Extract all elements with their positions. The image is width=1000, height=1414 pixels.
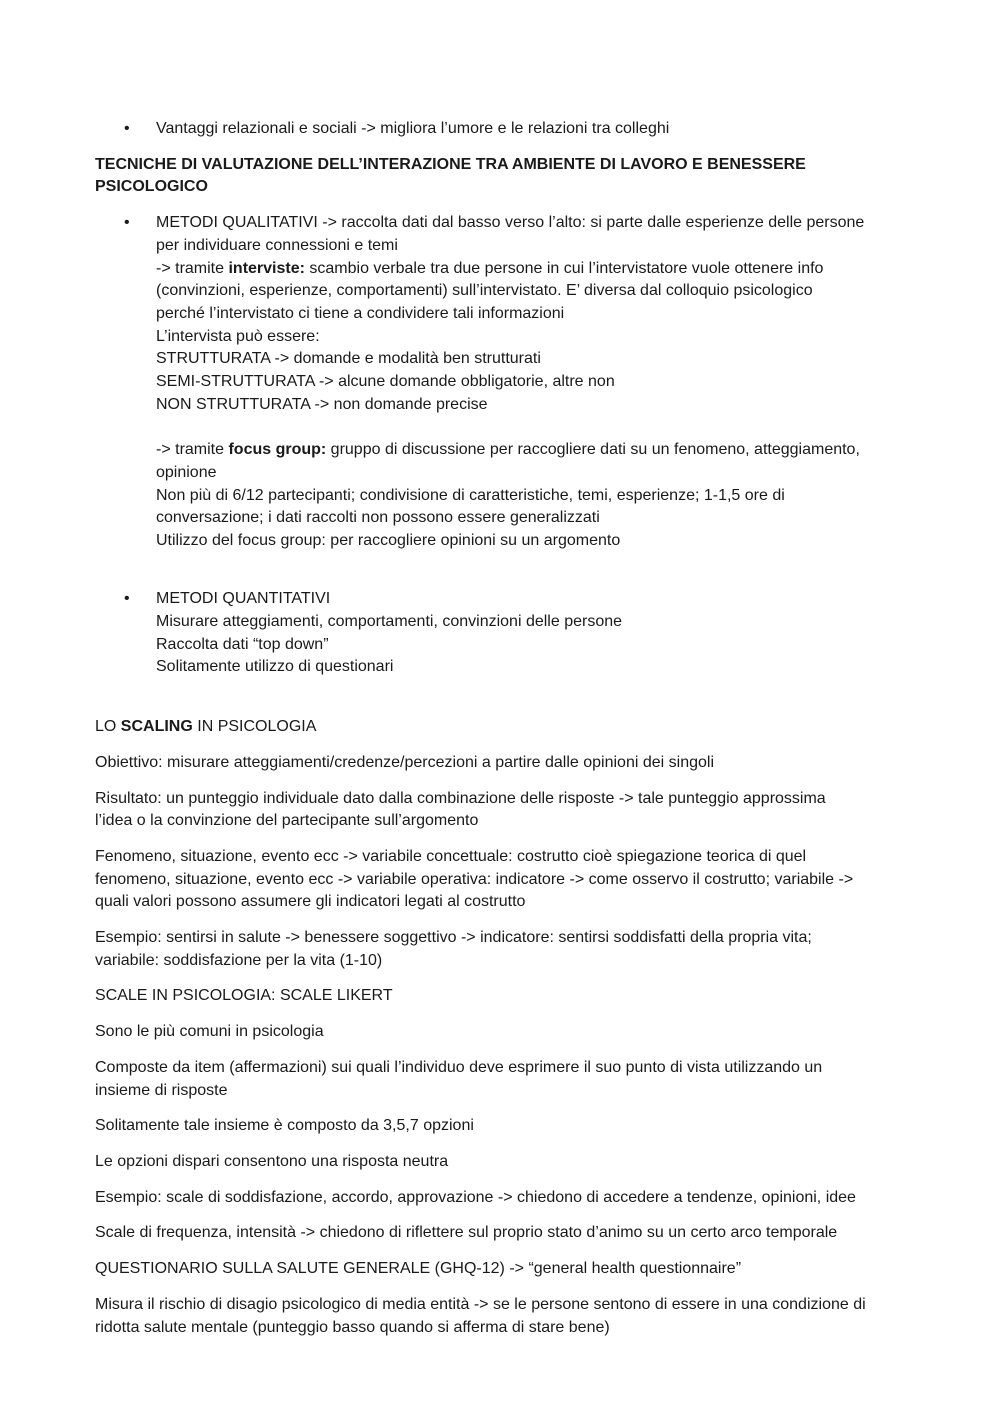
obiettivo-paragraph: Obiettivo: misurare atteggiamenti/credenze/percezioni a partire dalle opinioni dei singoli (95, 753, 715, 771)
frequenza-paragraph: Scale di frequenza, intensità -> chiedono di riflettere sul proprio stato d’animo su un certo arco temporale (95, 1224, 838, 1242)
fenomeno-paragraph: Fenomeno, situazione, evento ecc -> variabile concettuale: costrutto cioè spiegazione teorica di quel fenomeno, situazione, evento ecc -> variabile operativa: indicatore -> come osservo il costrutto; variabile -> quali valori possono assumere gli indicatori legati al costrutto (95, 847, 854, 911)
focus-group-term: focus group: (228, 441, 327, 459)
list-item-qualitativi: • METODI QUALITATIVI -> raccolta dati dal basso verso l’alto: si parte dalle esperienze delle persone per individuare connessioni e temi -> tramite interviste: scambio verbale tra due persone in cui l’intervistatore vuole ottenere info (convinzioni, esperienze, comportamenti) sull’intervistato. E’ diversa dal colloquio psicologico perché l’intervistato ci tiene a condividere tali informazioni L’intervista può essere: STRUTTURATA -> domande e modalità ben strutturati SEMI-STRUTTURATA -> alcune domande obbligatorie, altre non NON STRUTTURATA -> non domande precise -> tramite focus group: gruppo di discussione per raccogliere dati su un fenomeno, atteggiamento, opinione Non più di 6/12 partecipanti; condivisione di caratteristiche, temi, esperienze; 1-1,5 ore di conversazione; i dati raccolti non possono essere generalizzati Utilizzo del focus group: per raccogliere opinioni su un argomento (124, 214, 865, 549)
tecniche-heading: TECNICHE DI VALUTAZIONE DELL’INTERAZIONE TRA AMBIENTE DI LAVORO E BENESSERE PSICOLOGICO (95, 155, 806, 196)
esempio-salute-paragraph: Esempio: sentirsi in salute -> benessere soggettivo -> indicatore: sentirsi soddisfatti della propria vita; variabile: soddisfazione per la vita (1-10) (95, 929, 812, 969)
bullet-icon: • (124, 590, 130, 608)
dispari-paragraph: Le opzioni dispari consentono una risposta neutra (95, 1152, 449, 1170)
risultato-paragraph: Risultato: un punteggio individuale dato dalla combinazione delle risposte -> tale punteggio approssima l’idea o la convinzione del partecipante sull’argomento (95, 789, 826, 830)
vantaggi-text: Vantaggi relazionali e sociali -> migliora l’umore e le relazioni tra colleghi (156, 120, 670, 137)
list-item-vantaggi (95, 118, 910, 141)
ghq-heading: QUESTIONARIO SULLA SALUTE GENERALE (GHQ-12) -> “general health questionnaire” (95, 1260, 742, 1278)
bullet-icon: • (124, 214, 130, 232)
list-item-quantitativi: • METODI QUANTITATIVI Misurare atteggiamenti, comportamenti, convinzioni delle persone Raccolta dati “top down” Solitamente utilizzo di questionari (124, 590, 623, 676)
scaling-heading: LO SCALING IN PSICOLOGIA (95, 718, 317, 736)
solitamente-paragraph: Solitamente tale insieme è composto da 3,5,7 opzioni (95, 1117, 474, 1135)
esempio-scale-paragraph: Esempio: scale di soddisfazione, accordo, approvazione -> chiedono di accedere a tendenze, opinioni, idee (95, 1188, 856, 1206)
scale-likert-heading: SCALE IN PSICOLOGIA: SCALE LIKERT (95, 987, 393, 1005)
piu-comuni-paragraph: Sono le più comuni in psicologia (95, 1023, 324, 1041)
bullet-icon: • (124, 120, 130, 137)
interviste-term: interviste: (228, 259, 305, 277)
composte-paragraph: Composte da item (affermazioni) sui quali l’individuo deve esprimere il suo punto di vista utilizzando un insieme di risposte (95, 1058, 823, 1099)
misura-paragraph: Misura il rischio di disagio psicologico di media entità -> se le persone sentono di essere in una condizione di ridotta salute mentale (punteggio basso quando si afferma di stare bene) (95, 1295, 866, 1336)
